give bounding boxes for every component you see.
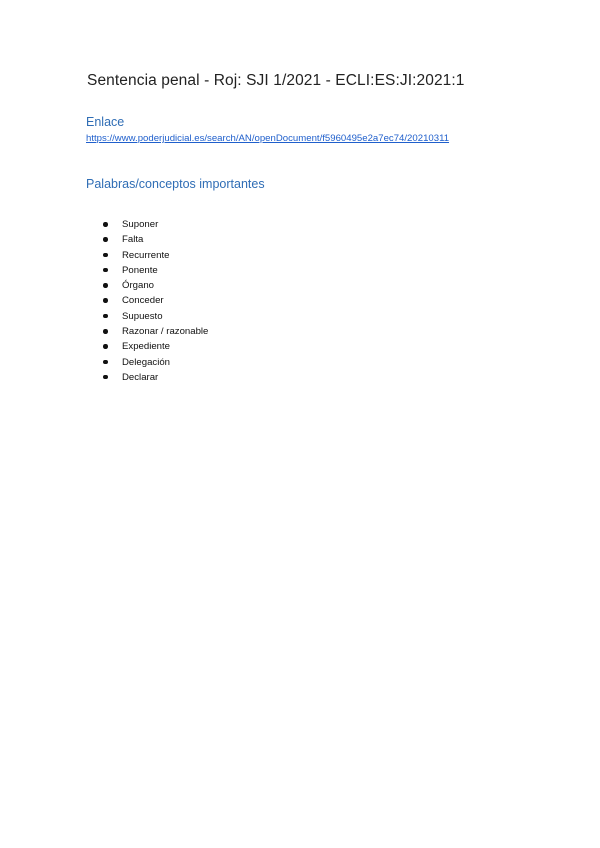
list-item-text: Falta — [122, 234, 144, 246]
list-item-text: Declarar — [122, 371, 159, 383]
list-item-text: Conceder — [122, 295, 164, 307]
list-item-text: Supuesto — [122, 310, 163, 322]
bullet-icon — [103, 283, 108, 288]
bullet-icon — [103, 375, 108, 380]
bullet-icon — [103, 314, 108, 319]
bullet-icon — [103, 222, 108, 227]
bullet-icon — [103, 329, 108, 334]
list-item-text: Razonar / razonable — [122, 326, 209, 338]
words-section-heading: Palabras/conceptos importantes — [86, 177, 265, 191]
list-item-text: Expediente — [122, 341, 171, 353]
bullet-icon — [103, 360, 108, 365]
bullet-icon — [103, 268, 108, 273]
list-item-text: Órgano — [122, 280, 154, 292]
bullet-icon — [103, 237, 108, 242]
bullet-icon — [103, 344, 108, 349]
bullet-icon — [103, 253, 108, 258]
source-link[interactable]: https://www.poderjudicial.es/search/AN/openDocument/f5960495e2a7ec74/20210311 — [86, 133, 450, 144]
list-item-text: Suponer — [122, 219, 159, 230]
list-item-text: Ponente — [122, 264, 158, 276]
document-title: Sentencia penal - Roj: SJI 1/2021 - ECLI:ES:JI:2021:1 — [87, 72, 465, 89]
bullet-icon — [103, 298, 108, 303]
list-item-text: Delegación — [122, 356, 171, 368]
link-section-heading: Enlace — [86, 115, 125, 129]
list-item-text: Recurrente — [122, 249, 170, 261]
